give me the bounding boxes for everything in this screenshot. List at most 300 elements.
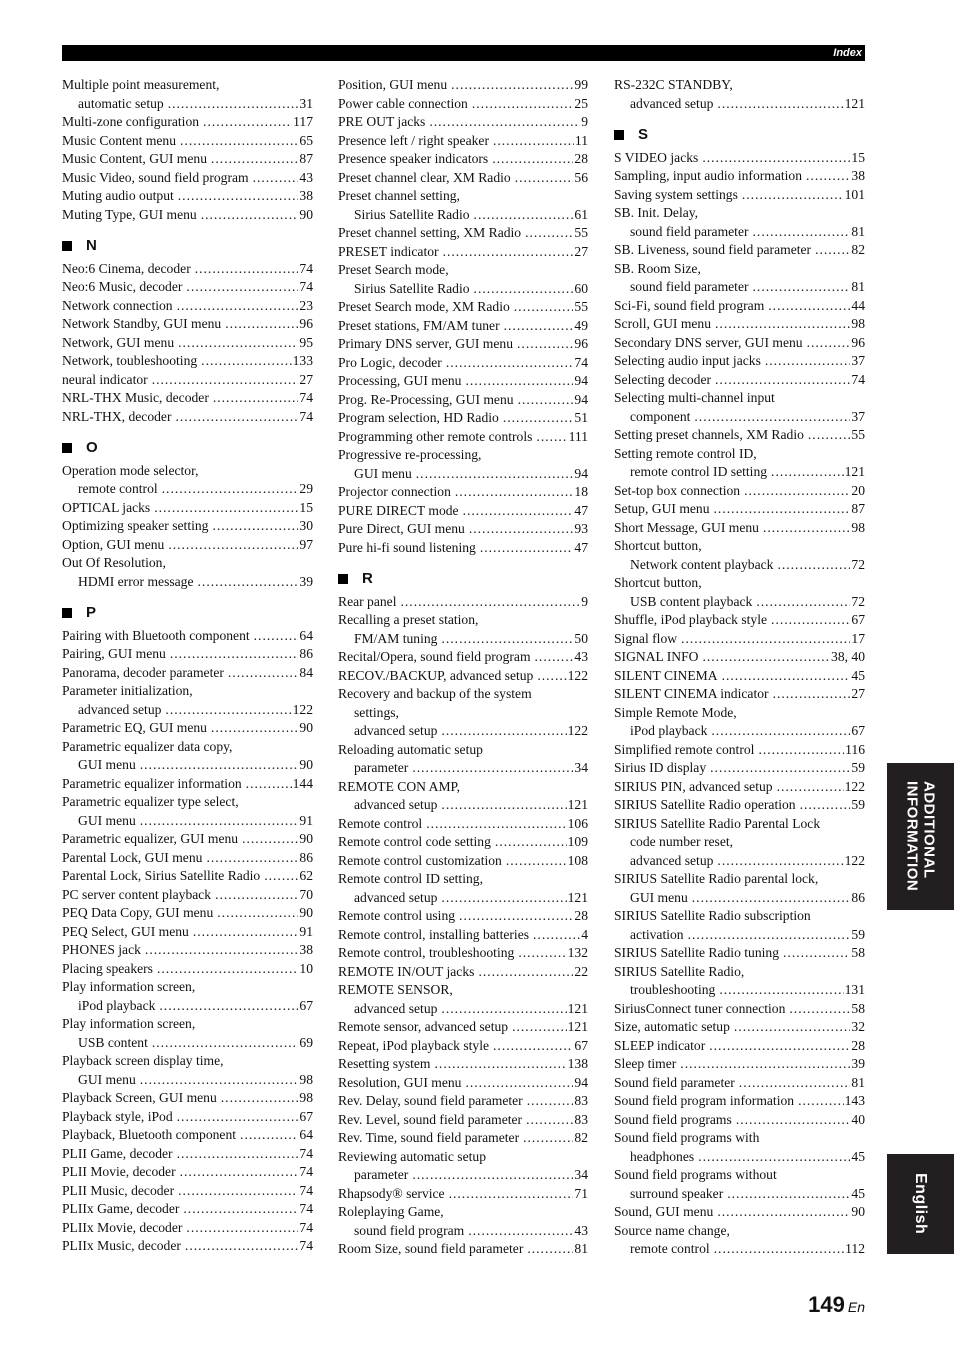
dot-leader: [535, 648, 574, 667]
entry-text: Sound field programs: [614, 1111, 732, 1127]
entry-text: Neo:6 Music, decoder: [62, 279, 183, 294]
entry-page: 121: [567, 1000, 588, 1016]
page-number: [808, 1292, 865, 1318]
dot-leader: [145, 941, 298, 960]
entry-row: [338, 95, 588, 114]
index-entry[interactable]: [338, 1092, 588, 1111]
entry-text: SB. Liveness, sound field parameter: [614, 242, 812, 257]
entry-text: SILENT CINEMA indicator: [614, 686, 769, 701]
index-entry[interactable]: [338, 391, 588, 410]
dot-leader: [504, 317, 574, 336]
entry-row: [614, 722, 865, 741]
index-entry[interactable]: [338, 1055, 588, 1074]
entry-row: [338, 852, 588, 871]
entry-page: 122: [292, 701, 313, 717]
entry-page: 71: [574, 1185, 588, 1201]
entry-row: [338, 354, 588, 373]
entry-text: component: [630, 408, 691, 424]
index-entry[interactable]: [62, 886, 313, 905]
index-entry[interactable]: [614, 241, 865, 260]
index-entry[interactable]: [338, 372, 588, 391]
index-entry[interactable]: [614, 334, 865, 353]
entry-page: 74: [299, 1201, 313, 1216]
index-entry[interactable]: [338, 354, 588, 373]
index-entry[interactable]: [614, 149, 865, 168]
entry-text: advanced setup: [354, 1000, 438, 1016]
index-entry[interactable]: [62, 775, 313, 794]
entry-text: FM/AM tuning: [354, 630, 438, 646]
index-entry[interactable]: [62, 315, 313, 334]
index-entry[interactable]: [338, 870, 588, 907]
index-entry[interactable]: [614, 1018, 865, 1037]
entry-text: remote control ID setting: [630, 464, 768, 479]
index-entry[interactable]: [338, 1203, 588, 1240]
index-entry[interactable]: [62, 664, 313, 683]
index-entry[interactable]: [338, 944, 588, 963]
index-entry[interactable]: [338, 224, 588, 243]
dot-leader: [758, 741, 844, 760]
dot-leader: [536, 428, 567, 447]
index-entry[interactable]: [338, 907, 588, 926]
entry-text: Preset channel setting,: [338, 188, 460, 203]
index-entry[interactable]: [62, 1163, 313, 1182]
dot-leader: [771, 463, 844, 482]
index-entry[interactable]: [338, 611, 588, 648]
index-entry[interactable]: [62, 978, 313, 1015]
dot-leader: [446, 354, 574, 373]
index-column-1: [62, 76, 313, 1256]
index-entry[interactable]: [614, 371, 865, 390]
entry-text: HDMI error message: [78, 573, 194, 589]
entry-row: [62, 1089, 313, 1108]
entry-page: 74: [851, 371, 865, 387]
index-entry[interactable]: [338, 1037, 588, 1056]
dot-leader: [798, 1092, 844, 1111]
index-entry[interactable]: [62, 941, 313, 960]
index-entry[interactable]: [614, 667, 865, 686]
entry-row: [338, 593, 588, 612]
index-entry[interactable]: [62, 260, 313, 279]
index-entry[interactable]: [62, 297, 313, 316]
index-entry[interactable]: [338, 1148, 588, 1185]
index-entry[interactable]: [338, 335, 588, 354]
entry-text: troubleshooting: [630, 982, 716, 997]
side-tab-english[interactable]: [887, 1154, 954, 1254]
entry-page: 99: [574, 77, 588, 92]
index-entry[interactable]: [338, 409, 588, 428]
index-entry[interactable]: [614, 944, 865, 963]
entry-page: 122: [844, 778, 865, 794]
index-entry[interactable]: [62, 1182, 313, 1201]
entry-page: 69: [299, 1034, 313, 1050]
entry-row: [62, 1145, 313, 1164]
index-entry[interactable]: [62, 150, 313, 169]
entry-text: Short Message, GUI menu: [614, 519, 759, 535]
index-entry[interactable]: [614, 741, 865, 760]
entry-row: [62, 1200, 313, 1219]
dot-leader: [426, 815, 566, 834]
index-entry[interactable]: [614, 315, 865, 334]
entry-text: Sound field program information: [614, 1093, 795, 1108]
dot-leader: [734, 1018, 851, 1037]
index-entry[interactable]: [338, 833, 588, 852]
entry-page: 43: [299, 169, 313, 185]
index-entry[interactable]: [338, 169, 588, 188]
index-entry[interactable]: [62, 554, 313, 591]
index-section: [62, 439, 313, 591]
entry-text: Programming other remote controls: [338, 428, 533, 444]
entry-page: 144: [292, 775, 313, 791]
entry-text: PURE DIRECT mode: [338, 502, 459, 518]
index-entry[interactable]: [614, 1037, 865, 1056]
index-entry[interactable]: [614, 1129, 865, 1166]
entry-text: Resetting system: [338, 1056, 431, 1071]
index-entry[interactable]: [614, 648, 865, 667]
index-entry[interactable]: [614, 1000, 865, 1019]
dot-leader: [719, 981, 843, 1000]
index-entry[interactable]: [338, 1018, 588, 1037]
entry-page: 74: [299, 1238, 313, 1253]
dot-leader: [739, 1074, 851, 1093]
entry-text: SIRIUS Satellite Radio tuning: [614, 945, 780, 960]
entry-row: [338, 1185, 588, 1204]
dot-leader: [168, 536, 298, 555]
index-entry[interactable]: [62, 1237, 313, 1256]
index-entry[interactable]: [338, 539, 588, 558]
index-entry[interactable]: [338, 113, 588, 132]
entry-row: [338, 722, 588, 741]
index-entry[interactable]: [62, 517, 313, 536]
dot-leader: [198, 573, 299, 592]
section-letter: N: [86, 237, 97, 254]
index-entry[interactable]: [614, 796, 865, 815]
entry-row: [614, 463, 865, 482]
index-entry[interactable]: [614, 204, 865, 241]
dot-leader: [736, 1111, 851, 1130]
square-bullet-icon: [62, 608, 72, 618]
index-entry[interactable]: [614, 389, 865, 426]
index-entry[interactable]: [62, 206, 313, 225]
entry-text: Placing speakers: [62, 960, 153, 976]
entry-row: [614, 352, 865, 371]
index-entry[interactable]: [338, 852, 588, 871]
index-entry[interactable]: [338, 685, 588, 741]
index-entry[interactable]: [338, 150, 588, 169]
entry-text: Remote control, troubleshooting: [338, 945, 515, 960]
index-entry[interactable]: [338, 1074, 588, 1093]
entry-text: Remote control code setting: [338, 834, 491, 849]
index-entry[interactable]: [614, 685, 865, 704]
index-section: [338, 76, 588, 557]
entry-page: 37: [851, 408, 865, 424]
entry-row: [614, 944, 865, 963]
entry-page: 9: [581, 114, 588, 129]
index-entry[interactable]: [614, 759, 865, 778]
dot-leader: [441, 722, 566, 741]
index-entry[interactable]: [62, 76, 313, 113]
dot-leader: [206, 849, 298, 868]
entry-row: [62, 719, 313, 738]
entry-page: 90: [299, 831, 313, 846]
index-entry[interactable]: [614, 167, 865, 186]
dot-leader: [195, 260, 299, 279]
index-entry[interactable]: [62, 278, 313, 297]
entry-row: [614, 500, 865, 519]
index-entry[interactable]: [614, 445, 865, 482]
entry-page: 108: [567, 852, 588, 868]
entry-text: GUI menu: [354, 465, 412, 481]
entry-text: PRE OUT jacks: [338, 114, 426, 129]
index-entry[interactable]: [614, 519, 865, 538]
index-entry[interactable]: [338, 926, 588, 945]
entry-text: Preset stations, FM/AM tuner: [338, 317, 500, 333]
entry-text: headphones: [630, 1148, 695, 1164]
index-entry[interactable]: [62, 462, 313, 499]
entry-page: 9: [581, 593, 588, 609]
entry-text: advanced setup: [630, 95, 714, 111]
index-entry[interactable]: [62, 187, 313, 206]
entry-text: code number reset,: [630, 834, 734, 849]
dot-leader: [469, 520, 574, 539]
index-entry[interactable]: [338, 1185, 588, 1204]
index-entry[interactable]: [62, 1126, 313, 1145]
index-entry[interactable]: [338, 667, 588, 686]
index-entry[interactable]: [338, 981, 588, 1018]
side-tab-english-label: English: [912, 1173, 929, 1235]
dot-leader: [727, 1185, 850, 1204]
dot-leader: [806, 167, 850, 186]
dot-leader: [186, 1219, 298, 1238]
dot-leader: [183, 1200, 298, 1219]
index-entry[interactable]: [338, 298, 588, 317]
entry-text: Set-top box connection: [614, 482, 741, 498]
index-entry[interactable]: [62, 627, 313, 646]
entry-text: USB content playback: [630, 593, 753, 609]
entry-row: [614, 1203, 865, 1222]
entry-row: [338, 815, 588, 834]
index-entry[interactable]: [614, 1055, 865, 1074]
index-entry[interactable]: [614, 611, 865, 630]
index-entry[interactable]: [62, 499, 313, 518]
index-entry[interactable]: [614, 500, 865, 519]
entry-row: [62, 1034, 313, 1053]
index-entry[interactable]: [614, 426, 865, 445]
side-tab-additional-information[interactable]: [887, 763, 954, 910]
index-entry[interactable]: [62, 960, 313, 979]
dot-leader: [472, 95, 574, 114]
index-entry[interactable]: [62, 536, 313, 555]
index-entry[interactable]: [614, 1111, 865, 1130]
index-entry[interactable]: [614, 1222, 865, 1259]
index-entry[interactable]: [338, 1129, 588, 1148]
page-number-value: 149: [808, 1292, 845, 1317]
entry-text: activation: [630, 926, 684, 942]
index-entry[interactable]: [62, 132, 313, 151]
index-entry[interactable]: [614, 482, 865, 501]
index-entry[interactable]: [614, 704, 865, 741]
index-entry[interactable]: [338, 502, 588, 521]
entry-page: 90: [299, 206, 313, 222]
index-entry[interactable]: [614, 574, 865, 611]
dot-leader: [449, 1185, 574, 1204]
index-entry[interactable]: [614, 963, 865, 1000]
index-entry[interactable]: [62, 113, 313, 132]
index-entry[interactable]: [614, 352, 865, 371]
index-entry[interactable]: [338, 963, 588, 982]
index-entry[interactable]: [338, 132, 588, 151]
index-entry[interactable]: [338, 741, 588, 778]
index-entry[interactable]: [338, 446, 588, 483]
index-entry[interactable]: [338, 815, 588, 834]
index-entry[interactable]: [614, 186, 865, 205]
entry-page: 67: [851, 723, 865, 738]
index-entry[interactable]: [614, 1203, 865, 1222]
entry-text: PLIIx Music, decoder: [62, 1238, 181, 1253]
entry-page: 55: [851, 427, 865, 442]
index-entry[interactable]: [338, 95, 588, 114]
entry-row: [62, 923, 313, 942]
dot-leader: [537, 667, 566, 686]
entry-text: Neo:6 Cinema, decoder: [62, 260, 191, 276]
entry-text: iPod playback: [630, 723, 708, 738]
index-entry[interactable]: [338, 593, 588, 612]
index-entry[interactable]: [62, 1145, 313, 1164]
index-entry[interactable]: [62, 738, 313, 775]
entry-page: 121: [567, 1019, 588, 1034]
dot-leader: [493, 1037, 573, 1056]
index-entry[interactable]: [62, 904, 313, 923]
index-entry[interactable]: [338, 1240, 588, 1259]
index-entry[interactable]: [614, 815, 865, 871]
dot-leader: [717, 1203, 850, 1222]
dot-leader: [246, 775, 292, 794]
entry-text: Prog. Re-Processing, GUI menu: [338, 391, 514, 407]
index-entry[interactable]: [614, 537, 865, 574]
index-entry[interactable]: [614, 870, 865, 907]
entry-text: SILENT CINEMA: [614, 667, 718, 683]
entry-row: [614, 95, 865, 114]
entry-page: 82: [574, 1130, 588, 1145]
index-entry[interactable]: [62, 408, 313, 427]
entry-row: [62, 664, 313, 683]
dot-leader: [264, 867, 298, 886]
entry-page: 60: [574, 280, 588, 296]
index-entry[interactable]: [614, 260, 865, 297]
index-entry[interactable]: [62, 1219, 313, 1238]
index-entry[interactable]: [338, 76, 588, 95]
index-entry[interactable]: [62, 169, 313, 188]
index-column-2: [338, 76, 588, 1259]
entry-row: [614, 889, 865, 908]
index-entry[interactable]: [338, 317, 588, 336]
dot-leader: [215, 886, 298, 905]
entry-row: [62, 132, 313, 151]
entry-text: SLEEP indicator: [614, 1037, 706, 1053]
index-entry[interactable]: [62, 1052, 313, 1089]
entry-page: 86: [851, 889, 865, 905]
entry-text: SB. Init. Delay,: [614, 205, 699, 220]
index-entry[interactable]: [338, 261, 588, 298]
index-entry[interactable]: [62, 793, 313, 830]
index-entry[interactable]: [614, 297, 865, 316]
entry-page: 90: [299, 905, 313, 920]
index-entry[interactable]: [62, 352, 313, 371]
entry-text: Sound field parameter: [614, 1074, 735, 1090]
entry-row: [338, 796, 588, 815]
index-entry[interactable]: [614, 778, 865, 797]
entry-text: Pairing, GUI menu: [62, 646, 166, 661]
index-entry[interactable]: [62, 371, 313, 390]
entry-row: [614, 685, 865, 704]
index-entry[interactable]: [614, 907, 865, 944]
index-entry[interactable]: [338, 1111, 588, 1130]
index-entry[interactable]: [614, 76, 865, 113]
index-entry[interactable]: [62, 645, 313, 664]
index-entry[interactable]: [338, 187, 588, 224]
index-entry[interactable]: [62, 867, 313, 886]
index-entry[interactable]: [338, 778, 588, 815]
dot-leader: [711, 722, 850, 741]
entry-page: 38: [299, 942, 313, 957]
index-entry[interactable]: [62, 1089, 313, 1108]
entry-page: 45: [851, 1185, 865, 1201]
entry-row: [338, 648, 588, 667]
index-entry[interactable]: [614, 1166, 865, 1203]
dot-leader: [228, 664, 299, 683]
index-entry[interactable]: [338, 520, 588, 539]
entry-page: 25: [574, 95, 588, 111]
index-entry[interactable]: [338, 648, 588, 667]
index-entry[interactable]: [62, 849, 313, 868]
entry-row: [62, 1163, 313, 1182]
index-entry[interactable]: [614, 1092, 865, 1111]
dot-leader: [213, 389, 299, 408]
entry-page: 95: [299, 334, 313, 350]
dot-leader: [175, 408, 298, 427]
index-entry[interactable]: [614, 1074, 865, 1093]
index-entry[interactable]: [338, 483, 588, 502]
entry-text: Program selection, HD Radio: [338, 410, 499, 425]
entry-row: [614, 223, 865, 242]
dot-leader: [807, 334, 851, 353]
index-entry[interactable]: [614, 630, 865, 649]
dot-leader: [777, 556, 850, 575]
index-entry[interactable]: [62, 719, 313, 738]
index-entry[interactable]: [62, 1015, 313, 1052]
index-entry[interactable]: [62, 334, 313, 353]
index-entry[interactable]: [62, 1200, 313, 1219]
index-entry[interactable]: [62, 830, 313, 849]
entry-text: GUI menu: [78, 757, 136, 772]
entry-row: [62, 297, 313, 316]
entry-row: [614, 334, 865, 353]
entry-text: Pure hi-fi sound listening: [338, 539, 476, 555]
entry-page: 87: [851, 501, 865, 516]
section-heading: [62, 604, 313, 623]
index-entry[interactable]: [62, 923, 313, 942]
index-entry[interactable]: [62, 1108, 313, 1127]
entry-page: 45: [851, 1148, 865, 1164]
index-entry[interactable]: [338, 428, 588, 447]
entry-page: 40: [851, 1111, 865, 1127]
entry-page: 122: [567, 723, 588, 738]
index-entry[interactable]: [62, 389, 313, 408]
entry-page: 51: [574, 410, 588, 425]
entry-row: [62, 536, 313, 555]
index-entry[interactable]: [338, 243, 588, 262]
entry-row: [62, 480, 313, 499]
index-entry[interactable]: [62, 682, 313, 719]
